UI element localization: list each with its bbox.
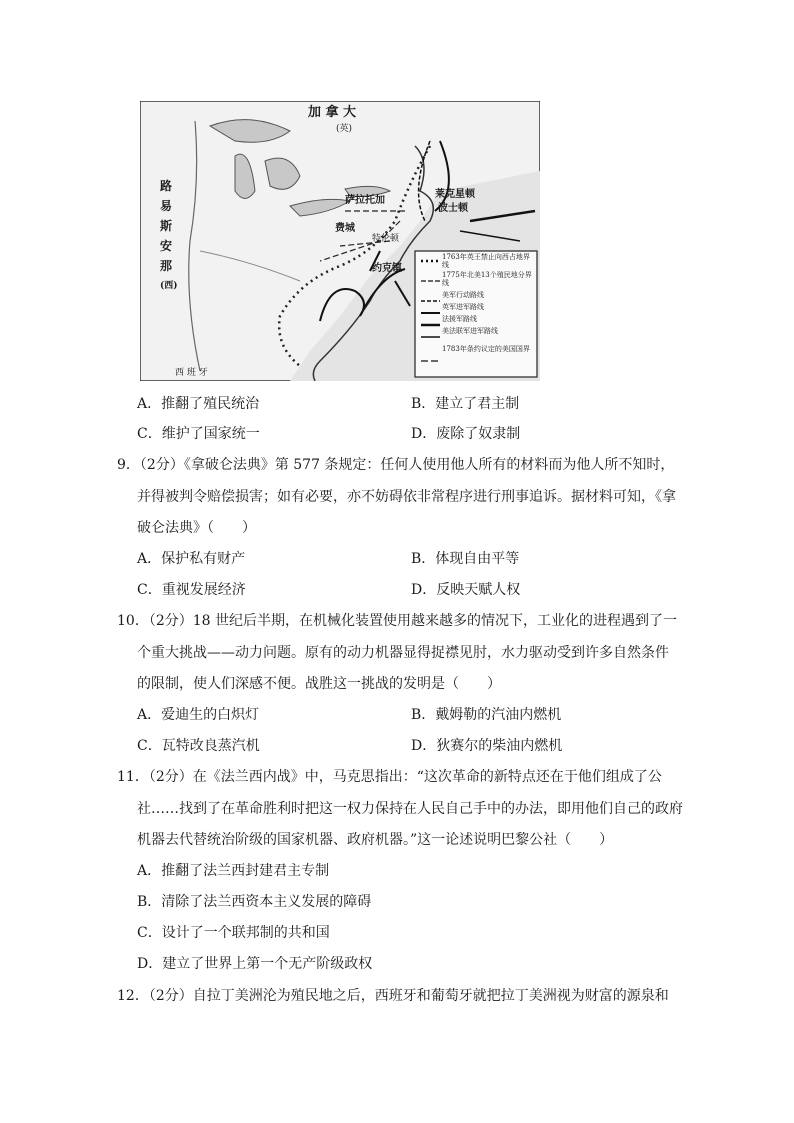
map-place-lexington: 莱克星顿 — [435, 189, 475, 200]
map-label-louisiana-sub: (西) — [160, 281, 178, 291]
q11-stem-line: 机器去代替统治阶级的国家机器、政府机器。”这一论述说明巴黎公社（ ） — [137, 832, 614, 848]
q11-stem-line: 11．（2分）在《法兰西内战》中，马克思指出：“这次革命的新特点还在于他们组成了公 — [117, 769, 662, 785]
q10-option-b[interactable]: B．戴姆勒的汽油内燃机 — [411, 707, 562, 723]
map-legend — [442, 253, 534, 363]
q11-stem-line: 社……找到了在革命胜利时把这一权力保持在人民自己手中的办法，即用他们自己的政府 — [137, 801, 683, 817]
map-label-louisiana-char: 易 — [160, 199, 173, 213]
q12-stem-line: 12．（2分）自拉丁美洲沦为殖民地之后，西班牙和葡萄牙就把拉丁美洲视为财富的源泉和 — [117, 988, 669, 1004]
map-label-louisiana-char: 那 — [160, 259, 173, 273]
map-place-boston: 波士顿 — [438, 203, 468, 214]
map-label-canada: 加 拿 大 — [308, 105, 357, 120]
map-label-louisiana-char: 斯 — [160, 219, 173, 233]
map-place-trenton: 特伦顿 — [372, 234, 400, 244]
q10-stem-line: 的限制，使人们深感不便。战胜这一挑战的发明是（ ） — [137, 676, 501, 692]
map-label-canada-sub: (英) — [336, 124, 353, 134]
q9-option-a[interactable]: A．保护私有财产 — [137, 551, 246, 567]
q8-option-a[interactable]: A．推翻了殖民统治 — [137, 396, 260, 412]
map-label-louisiana-char: 路 — [160, 179, 173, 193]
map-label-spain: 西 班 牙 — [175, 368, 208, 378]
legend-item: 1763年英王禁止向西占地界线 — [442, 253, 530, 269]
historical-map — [140, 101, 540, 381]
q9-stem-line: 并得被判令赔偿损害；如有必要，亦不妨碍依非常程序进行刑事追诉。据材料可知，《拿 — [137, 489, 676, 505]
q9-stem-line: 9．（2分）《拿破仑法典》第 577 条规定：任何人使用他人所有的材料而为他人所不知时， — [117, 457, 675, 473]
q11-option-b[interactable]: B．清除了法兰西资本主义发展的障碍 — [137, 894, 372, 910]
q10-option-d[interactable]: D．狄赛尔的柴油内燃机 — [411, 738, 563, 754]
map-place-saratoga: 萨拉托加 — [345, 195, 385, 206]
map-place-yorktown: 约克镇 — [372, 263, 402, 274]
q10-option-c[interactable]: C．瓦特改良蒸汽机 — [137, 738, 260, 754]
q10-stem-line: 10．（2分）18 世纪后半期，在机械化装置使用越来越多的情况下，工业化的进程遇到了一 — [117, 613, 677, 629]
legend-item: 英军进军路线 — [442, 303, 484, 311]
q8-option-d[interactable]: D．废除了奴隶制 — [411, 426, 521, 442]
legend-item: 美军行动路线 — [442, 291, 484, 299]
legend-item: 法援军路线 — [442, 315, 477, 323]
legend-item: 美法联军进军路线 — [442, 327, 498, 335]
legend-item: 1783年条约议定的美国国界 — [442, 345, 530, 353]
map-place-philadelphia: 费城 — [335, 223, 355, 234]
legend-item: 1775年北美13个殖民地分界线 — [442, 271, 532, 287]
q9-option-b[interactable]: B．体现自由平等 — [411, 551, 520, 567]
q9-stem-line: 破仑法典》（ ） — [137, 520, 256, 536]
q10-stem-line: 个重大挑战——动力问题。原有的动力机器显得捉襟见肘，水力驱动受到许多自然条件 — [137, 645, 669, 661]
q8-option-b[interactable]: B．建立了君主制 — [411, 396, 520, 412]
q8-option-c[interactable]: C．维护了国家统一 — [137, 426, 260, 442]
q9-option-c[interactable]: C．重视发展经济 — [137, 582, 246, 598]
q10-option-a[interactable]: A．爱迪生的白炽灯 — [137, 707, 260, 723]
map-label-louisiana-char: 安 — [160, 239, 173, 253]
q11-option-d[interactable]: D．建立了世界上第一个无产阶级政权 — [137, 956, 373, 972]
q9-option-d[interactable]: D．反映天赋人权 — [411, 582, 521, 598]
q11-option-c[interactable]: C．设计了一个联邦制的共和国 — [137, 925, 330, 941]
q11-option-a[interactable]: A．推翻了法兰西封建君主专制 — [137, 863, 330, 879]
map-label-louisiana — [160, 176, 178, 296]
